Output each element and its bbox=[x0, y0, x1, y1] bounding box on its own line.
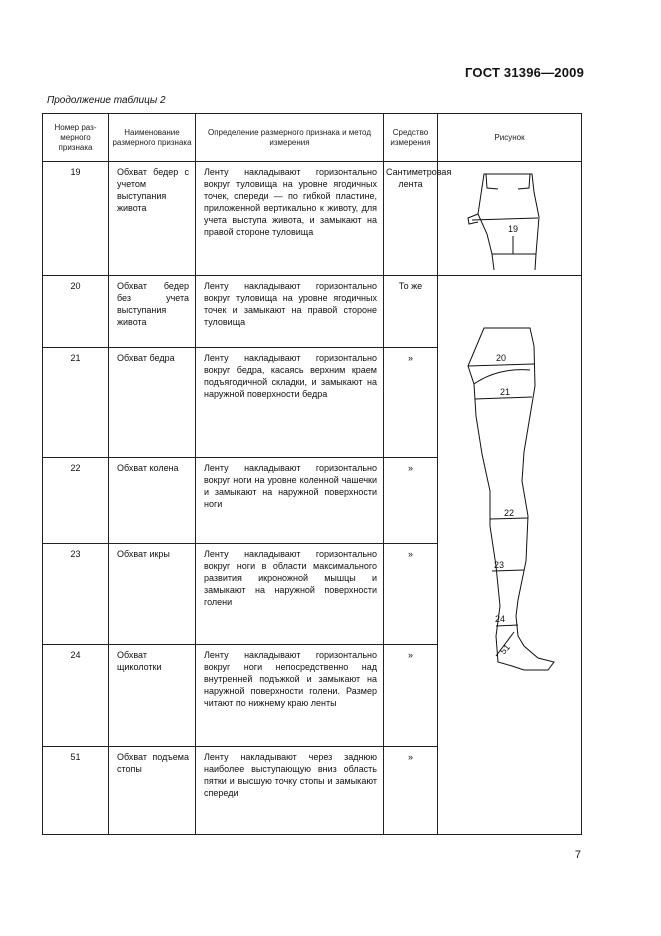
row-instrument: Сантиметровая лента bbox=[384, 162, 438, 276]
row-instrument: То же bbox=[384, 276, 438, 348]
row-name: Обхват подъема стопы bbox=[109, 747, 196, 835]
hips-figure bbox=[438, 162, 582, 276]
row-name: Обхват икры bbox=[109, 544, 196, 645]
row-definition: Ленту накладывают горизонтально вокруг бедра, касаясь верхним краем подъягодичной складки, и замыкают на наружной поверхности бедра bbox=[196, 348, 384, 458]
row-number: 24 bbox=[43, 645, 109, 747]
label-23: 23 bbox=[494, 560, 505, 570]
hips-measure-line bbox=[472, 218, 538, 220]
row-name: Обхват бедер без учета выступания живота bbox=[109, 276, 196, 348]
row-definition: Ленту накладывают горизонтально вокруг ноги на уровне коленной чашечки и замыкают на наружной поверхности ноги bbox=[196, 458, 384, 544]
legs-start bbox=[492, 236, 536, 270]
figure-leg-cell bbox=[438, 276, 582, 835]
header-number: Номер раз-мерного признака bbox=[43, 114, 109, 162]
thigh-line bbox=[475, 397, 532, 399]
row-instrument: » bbox=[384, 458, 438, 544]
row-number: 22 bbox=[43, 458, 109, 544]
row-instrument: » bbox=[384, 348, 438, 458]
header-definition: Определение размерного признака и метод измерения bbox=[196, 114, 384, 162]
leg-figure bbox=[438, 276, 582, 763]
label-19: 19 bbox=[508, 224, 519, 234]
row-name: Обхват бедра bbox=[109, 348, 196, 458]
label-24: 24 bbox=[495, 614, 506, 624]
measurement-table bbox=[42, 113, 582, 835]
label-20: 20 bbox=[496, 353, 507, 363]
row-definition: Ленту накладывают через заднюю наиболее выступающую вниз область пятки и высшую точку стопы и замыкают спереди bbox=[196, 747, 384, 835]
row-number: 20 bbox=[43, 276, 109, 348]
row-name: Обхват колена bbox=[109, 458, 196, 544]
waist-line bbox=[486, 174, 530, 189]
header-instrument: Средство измерения bbox=[384, 114, 438, 162]
row-definition: Ленту накладывают горизонтально вокруг туловища на уровне ягодичных точек, спереди — по гибкой пластине, приложенной вертикально к животу, для учета выступа живота, и замыкают на правой стороне туловища bbox=[196, 162, 384, 276]
row-instrument: » bbox=[384, 747, 438, 835]
header-name: Наименование размерного признака bbox=[109, 114, 196, 162]
thigh-hip-line bbox=[468, 364, 534, 366]
standard-code: ГОСТ 31396—2009 bbox=[465, 65, 584, 80]
header-figure: Рисунок bbox=[438, 114, 582, 162]
row-name: Обхват щиколотки bbox=[109, 645, 196, 747]
table-header-row bbox=[43, 114, 582, 162]
buttock-crease bbox=[474, 370, 530, 384]
figure-hips-cell bbox=[438, 162, 582, 276]
table-row bbox=[43, 162, 582, 276]
label-22: 22 bbox=[504, 508, 515, 518]
row-definition: Ленту накладывают горизонтально вокруг ноги непосредственно над внутренней подъжкой и замыкают на наружной поверхности голени. Размер читают по нижнему краю ленты bbox=[196, 645, 384, 747]
row-number: 21 bbox=[43, 348, 109, 458]
table-caption: Продолжение таблицы 2 bbox=[47, 95, 166, 106]
abdomen-plate bbox=[468, 214, 478, 224]
page-number: 7 bbox=[574, 849, 581, 861]
row-instrument: » bbox=[384, 544, 438, 645]
row-name: Обхват бедер с учетом выступания живота bbox=[109, 162, 196, 276]
label-51: 51 bbox=[497, 642, 512, 657]
table-row bbox=[43, 276, 582, 348]
knee-line bbox=[490, 518, 528, 519]
row-definition: Ленту накладывают горизонтально вокруг туловища на уровне ягодичных точек и замыкают на правой стороне туловища bbox=[196, 276, 384, 348]
ankle-line bbox=[496, 625, 518, 626]
row-definition: Ленту накладывают горизонтально вокруг ноги в области максимального развития икроножной мышцы и замыкают на наружной поверхности голени bbox=[196, 544, 384, 645]
row-number: 51 bbox=[43, 747, 109, 835]
row-number: 23 bbox=[43, 544, 109, 645]
row-instrument: » bbox=[384, 645, 438, 747]
label-21: 21 bbox=[500, 387, 511, 397]
row-number: 19 bbox=[43, 162, 109, 276]
